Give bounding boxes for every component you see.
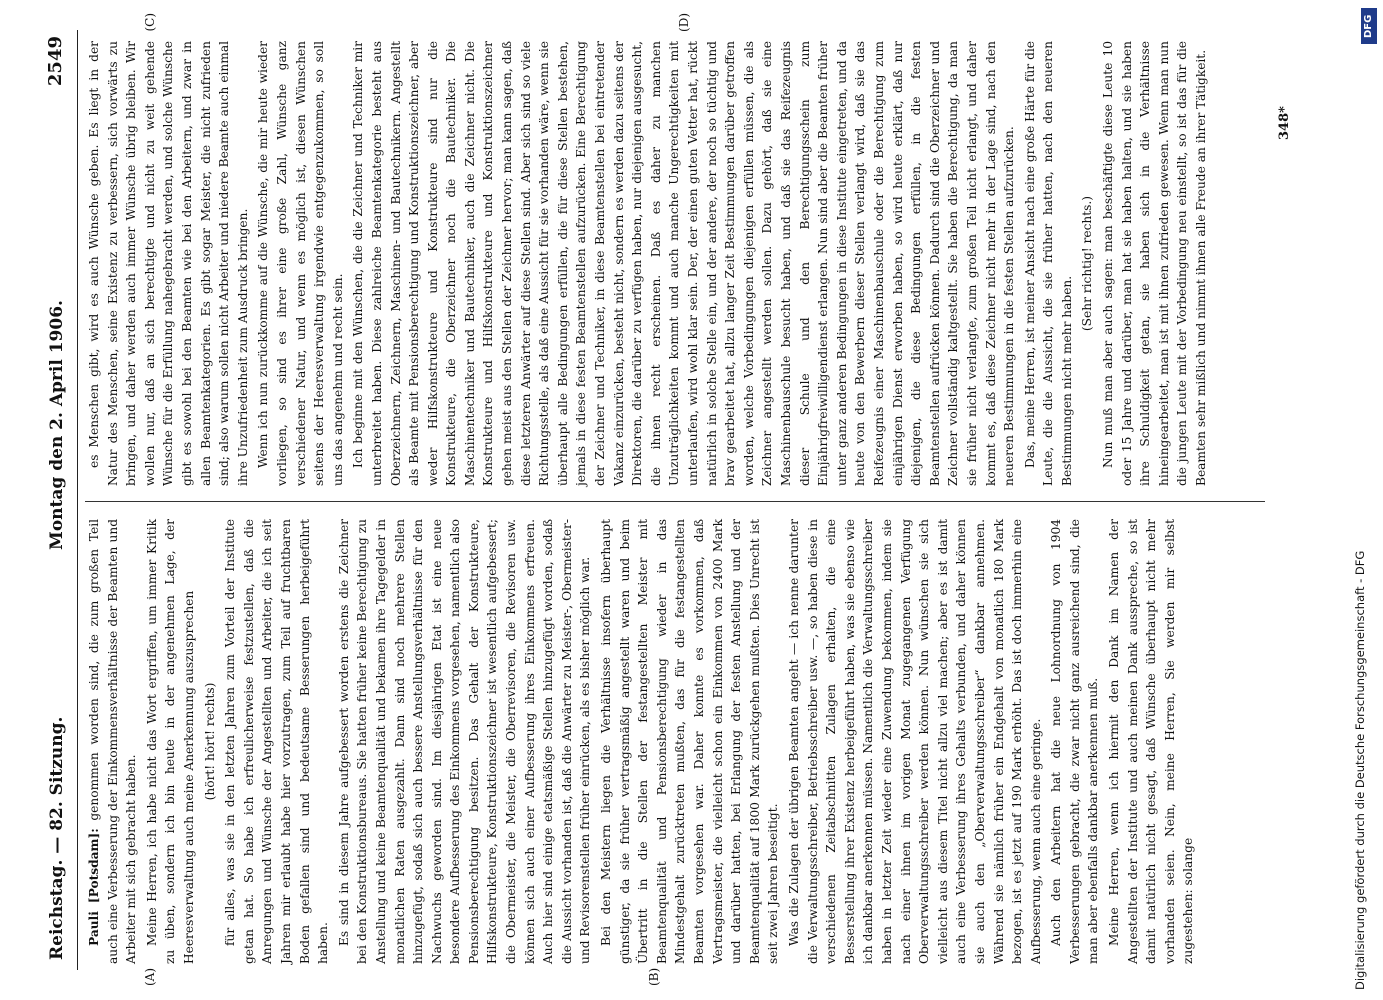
margin-marker-d: (D) <box>677 13 691 32</box>
left-paragraph: Was die Zulagen der übrigen Beamten angeht — ich nenne darunter die Verwaltungsschreiber, Betriebsschreiber usw. —, so haben diese in verschiedenen Zeitabschnitten Zulagen erhalten, die eine Besserstellung ihrer Existenz herbeigeführt haben, was sie ebenso wie ich dankbar anerkennen müssen. Namentlich die Verwaltungsschreiber haben in letzter Zeit wieder eine Zuwendung bekommen, indem sie nach einer ihnen im vorigen Monat zugegangenen Verfügung Oberverwaltungsschreiber werden können. Nun wünschen sie sich vielleicht aus diesem Titel nicht allzu viel machen; aber es ist damit auch eine Verbesserung ihres Gehalts verbunden, und daher können sie auch den „Oberverwaltungsschreiber“ dankbar annehmen. Während sie nämlich früher ein Endgehalt von monatlich 180 Mark bezogen, ist es jetzt auf 190 Mark erhöht. Das ist doch immerhin eine Aufbesserung, wenn auch eine geringe. <box>786 519 1043 964</box>
left-paragraph: Meine Herren, wenn ich hiermit den Dank im Namen der Angestellten der Institute und auch meinen Dank ausspreche, so ist damit natürlich nicht gesagt, daß Wünsche überhaupt nicht mehr vorhanden seien. Nein, meine Herren, Sie werden mir selbst zugestehen: solange <box>1107 519 1196 964</box>
left-paragraph: genommen worden sind, die zum großen Teil auch eine Verbesserung der Einkommensverhältnisse der Beamten und Arbeiter mit sich gebracht haben. <box>87 519 139 964</box>
speaker-name: Pauli [Potsdam]: <box>87 828 101 946</box>
header-date: Montag den 2. April 1906. <box>47 300 67 550</box>
interjection: (hört! hört! rechts) <box>202 682 217 801</box>
left-column <box>85 519 1265 986</box>
left-paragraph: Auch den Arbeitern hat die neue Lohnordnung von 1904 Verbesserungen gebracht, die zwar nicht ganz ausreichend sind, die man aber ebenfalls dankbar anerkennen muß. <box>1049 519 1101 964</box>
document-page <box>41 13 1341 986</box>
left-paragraph: Es sind in diesem Jahre aufgebessert worden erstens die Zeichner bei den Konstruktionsbureaus. Sie hatten früher keine Berechtigung zu Anstellung und keine Beamtenqualität und bekamen ihre Tagegelder in monatlichen Raten ausgezahlt. Dann sind noch mehrere Stellen hinzugefügt, sodaß sich auch bessere Anstellungsverhältnisse für den Nachwuchs geworden sind. Im diesjährigen Etat ist eine neue besondere Aufbesserung des Einkommens vorgesehen, namentlich also Pensionsberechtigung besitzen. Das Gehalt der Konstrukteure, Hilfskonstrukteure, Konstruktionszeichner ist wesentlich aufgebessert; die Obermeister, die Meister, die Oberrevisoren, die Revisoren usw. können sich auch einer Aufbesserung ihres Einkommens erfreuen. Auch hier sind einige etatsmäßige Stellen hinzugefügt worden, sodaß die Aussicht vorhanden ist, daß die Anwärter zu Meister-, Obermeister- und Revisorenstellen früher einrücken, als es bisher möglich war. <box>336 519 593 964</box>
left-paragraph: Meine Herren, ich habe nicht das Wort ergriffen, um immer Kritik zu üben, sondern ich bin heute in der angenehmen Lage, der Heeresverwaltung auch meine Anerkennung auszusprechen <box>144 519 196 964</box>
left-paragraph: für alles, was sie in den letzten Jahren zum Vorteil der Institute getan hat. So habe ich erfreulicherweise festzustellen, daß die Anregungen und Wünsche der Angestellten und Arbeiter, die ich seit Jahren mir erlaubt habe hier vorzutragen, zum Teil auf fruchtbaren Boden gefallen sind und bedeutsame Besserungen herbeigeführt haben. <box>223 519 331 964</box>
right-paragraph: Das, meine Herren, ist meiner Ansicht nach eine große Härte für die Leute, die die Aussicht, die sie früher hatten, nach den neueren Bestimmungen nicht mehr haben. <box>1022 41 1074 486</box>
header-session: Reichstag. — 82. Sitzung. <box>47 716 67 960</box>
right-column <box>85 13 1265 486</box>
credit-text: Digitalisierung gefördert durch die Deutsche Forschungsgemeinschaft - DFG <box>1353 550 1367 990</box>
left-paragraph: Bei den Meistern liegen die Verhältnisse insofern überhaupt günstiger, da sie früher vertragsmäßig angestellt waren und beim Übertritt in die Stellen der festangestellten Meister mit Beamtenqualität und Pensionsberechtigung wieder in das Mindestgehalt zurücktreten mußten, das für die festangestellten Beamten vorgesehen war. Daher konnte es vorkommen, daß Vertragsmeister, die vielleicht schon ein Einkommen von 2400 Mark und darüber hatten, bei Erlangung der festen Anstellung und der Beamtenqualität auf 1800 Mark zurückgehen mußten. Dies Unrecht ist seit zwei Jahren beseitigt. <box>599 519 781 964</box>
dfg-logo-icon: DFG <box>1361 8 1377 44</box>
page-number: 2549 <box>45 36 66 87</box>
digitization-credit <box>1353 10 1379 990</box>
margin-marker-b: (B) <box>647 967 661 986</box>
right-paragraph: es Menschen gibt, wird es auch Wünsche geben. Es liegt in der Natur des Menschen, seine Existenz zu verbessern, sich vorwärts zu bringen, und daher werden auch immer Wünsche übrig bleiben. Wir wollen nur, daß an sich berechtigte und nicht zu weit gehende Wünsche für die Erfüllung nahegebracht werden, und solche Wünsche gibt es sowohl bei den Beamten wie bei den Arbeitern, und zwar in allen Beamtenkategorien. Es gibt sogar Meister, die nicht zufrieden sind; also warum sollen nicht Arbeiter und niedere Beamte auch einmal ihre Unzufriedenheit zum Ausdruck bringen. <box>87 41 250 486</box>
right-paragraph: Ich beginne mit den Wünschen, die die Zeichner und Techniker mir unterbreitet haben. Diese zahlreiche Beamtenkategorie besteht aus Oberzeichnern, Zeichnern, Maschinen- und Bautechnikern. Angestellt als Beamte mit Pensionsberechtigung und Konstruktionszeichner, aber weder Hilfskonstrukteure und Konstrukteure sind nur die Konstrukteure, die Oberzeichner noch die Bautechniker. Die Maschinentechniker und Bautechniker, auch die Zeichner nicht. Die Konstrukteure und Hilfskonstrukteure und Konstruktionszeichner gehen meist aus den Stellen der Zeichner hervor; man kann sagen, daß diese letzteren Anwärter auf diese Stellen sind. Aber sich sind so viele Richtungsstelle, als daß eine Aussicht für sie vorhanden wäre, wenn sie überhaupt alle Bedingungen erfüllen, die für diese Stellen bestehen, jemals in diese festen Beamtenstellen aufzurücken. Eine Berechtigung der Zeichner und Techniker, in diese Beamtenstellen bei eintretender Vakanz einzurücken, besteht nicht, sondern es werden dazu seitens der Direktoren, die darüber zu verfügen haben, nur diejenigen ausgesucht, die ihnen recht erscheinen. Daß es daher zu manchen Unzuträglichkeiten kommt und auch manche Ungerechtigkeiten mit unterlaufen, wird wohl klar sein. Der, der einen guten Vetter hat, rückt natürlich in solche Stelle ein, und der andere, der noch so tüchtig und brav gearbeitet hat, allzu langer Zeit Bestimmungen darüber getroffen worden, welche Vorbedingungen diejenigen erfüllen müssen, die als Zeichner angestellt werden sollen. Dazu gehört, daß sie eine Maschinenbauschule besucht haben, und daß sie das Reifezeugnis dieser Schule und den Berechtigungsschein zum Einjährigfreiwilligendienst erlangen. Nun sind aber die Beamten früher unter ganz anderen Bedingungen in diese Institute eingetreten, und da heute von den Bewerbern dieser Stellen verlangt wird, daß sie das Reifezeugnis einer Maschinenbauschule oder die Berechtigung zum einjährigen Dienst erworben haben, so wird heute erklärt, daß nur diejenigen, die diese Bedingungen erfüllen, in die festen Beamtenstellen aufrücken können. Dadurch sind die Oberzeichner und Zeichner vollständig kaltgestellt. Sie haben die Berechtigung, da man sie früher nicht verlangte, zum großen Teil nicht erlangt, und daher kommt es, daß diese Zeichner nicht mehr in der Lage sind, nach den neueren Bestimmungen in die festen Stellen aufzurücken. <box>351 41 1017 486</box>
right-paragraph: Nun muß man aber auch sagen: man beschäftigte diese Leute 10 oder 15 Jahre und darüber, man hat sie haben halten, und sie haben ihre Schuldigkeit getan, sie haben sich in die Verhältnisse hineingearbeitet, man ist mit ihnen zufrieden gewesen. Wenn man nun die jungen Leute mit der Vorbedingung neu einstellt, so ist das für die Beamten sehr mißlich und nimmt ihnen alle Freude an ihrer Tätigkeit. <box>1101 41 1209 486</box>
right-paragraph: Wenn ich nun zurückkomme auf die Wünsche, die mir heute wieder vorliegen, so sind es ihrer eine große Zahl, Wünsche ganz verschiedener Natur, und wenn es möglich ist, diesen Wünschen seitens der Heeresverwaltung irgendwie entgegenzukommen, so soll uns das angenehm und recht sein. <box>256 41 345 486</box>
page-header <box>41 30 78 970</box>
interjection: (Sehr richtig! rechts.) <box>1080 195 1095 332</box>
margin-marker-a: (A) <box>143 967 157 986</box>
column-divider <box>85 501 1265 502</box>
signature-mark: 348* <box>1277 106 1292 140</box>
margin-marker-c: (C) <box>143 13 157 32</box>
